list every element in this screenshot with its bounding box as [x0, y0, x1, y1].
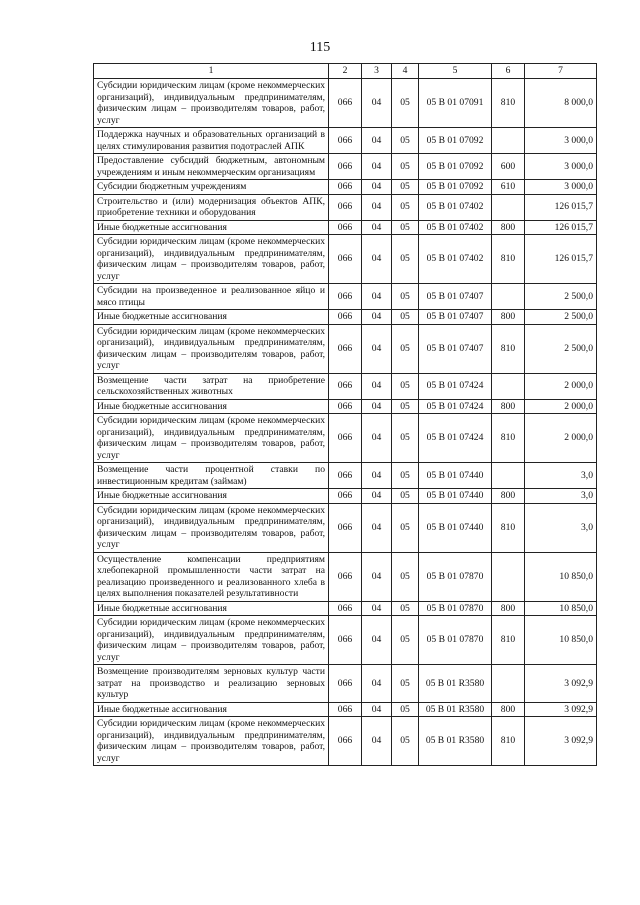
- row-target-article-cell: 05 В 01 07092: [419, 180, 492, 195]
- row-subsection-cell: 05: [392, 128, 419, 154]
- row-expense-type-cell: 810: [492, 324, 525, 373]
- row-section-cell: 04: [362, 235, 392, 284]
- table-row: [94, 180, 597, 195]
- row-name-cell: Субсидии бюджетным учреждениям: [94, 180, 329, 195]
- row-section-cell: 04: [362, 194, 392, 220]
- row-section-cell: 04: [362, 284, 392, 310]
- table-row: [94, 399, 597, 414]
- row-expense-type-cell: 810: [492, 503, 525, 552]
- table-row: [94, 489, 597, 504]
- row-section-cell: 04: [362, 373, 392, 399]
- row-amount-cell: 8 000,0: [525, 79, 597, 128]
- row-section-cell: 04: [362, 220, 392, 235]
- row-target-article-cell: 05 В 01 R3580: [419, 717, 492, 766]
- budget-table: [93, 63, 597, 766]
- row-target-article-cell: 05 В 01 07424: [419, 399, 492, 414]
- row-subsection-cell: 05: [392, 503, 419, 552]
- row-target-article-cell: 05 В 01 07407: [419, 310, 492, 325]
- row-name-cell: Субсидии юридическим лицам (кроме некоммерческих организаций), индивидуальным предпринимателям, физическим лицам – производителям товаров, работ, услуг: [94, 616, 329, 665]
- row-expense-type-cell: 810: [492, 414, 525, 463]
- row-name-cell: Субсидии юридическим лицам (кроме некоммерческих организаций), индивидуальным предпринимателям, физическим лицам – производителям товаров, работ, услуг: [94, 235, 329, 284]
- row-ministry-code-cell: 066: [329, 128, 362, 154]
- row-amount-cell: 10 850,0: [525, 552, 597, 601]
- row-target-article-cell: 05 В 01 07402: [419, 220, 492, 235]
- table-row: [94, 552, 597, 601]
- table-row: [94, 324, 597, 373]
- row-ministry-code-cell: 066: [329, 463, 362, 489]
- row-subsection-cell: 05: [392, 79, 419, 128]
- table-row: [94, 373, 597, 399]
- table-row: [94, 154, 597, 180]
- row-section-cell: 04: [362, 399, 392, 414]
- header-cell: 6: [492, 64, 525, 79]
- row-ministry-code-cell: 066: [329, 79, 362, 128]
- row-name-cell: Иные бюджетные ассигнования: [94, 399, 329, 414]
- header-cell: 3: [362, 64, 392, 79]
- row-subsection-cell: 05: [392, 399, 419, 414]
- row-ministry-code-cell: 066: [329, 284, 362, 310]
- row-expense-type-cell: 600: [492, 154, 525, 180]
- table-row: [94, 220, 597, 235]
- row-ministry-code-cell: 066: [329, 616, 362, 665]
- row-expense-type-cell: [492, 194, 525, 220]
- header-row: [94, 64, 597, 79]
- row-section-cell: 04: [362, 310, 392, 325]
- row-expense-type-cell: 610: [492, 180, 525, 195]
- row-section-cell: 04: [362, 128, 392, 154]
- row-target-article-cell: 05 В 01 07407: [419, 284, 492, 310]
- row-name-cell: Возмещение части процентной ставки по инвестиционным кредитам (займам): [94, 463, 329, 489]
- row-name-cell: Субсидии на произведенное и реализованное яйцо и мясо птицы: [94, 284, 329, 310]
- row-target-article-cell: 05 В 01 07440: [419, 463, 492, 489]
- row-expense-type-cell: 810: [492, 79, 525, 128]
- row-target-article-cell: 05 В 01 07870: [419, 552, 492, 601]
- row-section-cell: 04: [362, 154, 392, 180]
- header-cell: 1: [94, 64, 329, 79]
- row-expense-type-cell: [492, 665, 525, 703]
- table-row: [94, 284, 597, 310]
- row-amount-cell: 10 850,0: [525, 601, 597, 616]
- row-name-cell: Возмещение части затрат на приобретение сельскохозяйственных животных: [94, 373, 329, 399]
- row-section-cell: 04: [362, 717, 392, 766]
- table-row: [94, 717, 597, 766]
- row-ministry-code-cell: 066: [329, 399, 362, 414]
- row-subsection-cell: 05: [392, 284, 419, 310]
- header-cell: 5: [419, 64, 492, 79]
- row-expense-type-cell: 810: [492, 616, 525, 665]
- table-row: [94, 616, 597, 665]
- row-section-cell: 04: [362, 463, 392, 489]
- row-target-article-cell: 05 В 01 07870: [419, 601, 492, 616]
- table-row: [94, 665, 597, 703]
- row-amount-cell: 3 000,0: [525, 154, 597, 180]
- row-target-article-cell: 05 В 01 07092: [419, 128, 492, 154]
- row-ministry-code-cell: 066: [329, 552, 362, 601]
- row-ministry-code-cell: 066: [329, 194, 362, 220]
- table-row: [94, 503, 597, 552]
- row-section-cell: 04: [362, 180, 392, 195]
- row-target-article-cell: 05 В 01 07092: [419, 154, 492, 180]
- row-section-cell: 04: [362, 601, 392, 616]
- row-subsection-cell: 05: [392, 194, 419, 220]
- row-expense-type-cell: 800: [492, 601, 525, 616]
- row-amount-cell: 126 015,7: [525, 194, 597, 220]
- table-row: [94, 194, 597, 220]
- row-ministry-code-cell: 066: [329, 235, 362, 284]
- row-section-cell: 04: [362, 665, 392, 703]
- row-expense-type-cell: 800: [492, 220, 525, 235]
- row-section-cell: 04: [362, 489, 392, 504]
- row-amount-cell: 2 000,0: [525, 399, 597, 414]
- row-name-cell: Субсидии юридическим лицам (кроме некоммерческих организаций), индивидуальным предпринимателям, физическим лицам – производителям товаров, работ, услуг: [94, 79, 329, 128]
- row-ministry-code-cell: 066: [329, 324, 362, 373]
- header-cell: 7: [525, 64, 597, 79]
- row-target-article-cell: 05 В 01 07402: [419, 194, 492, 220]
- row-name-cell: Субсидии юридическим лицам (кроме некоммерческих организаций), индивидуальным предпринимателям, физическим лицам – производителям товаров, работ, услуг: [94, 503, 329, 552]
- row-name-cell: Поддержка научных и образовательных организаций в целях стимулирования развития подотраслей АПК: [94, 128, 329, 154]
- row-amount-cell: 3 000,0: [525, 128, 597, 154]
- row-subsection-cell: 05: [392, 154, 419, 180]
- row-section-cell: 04: [362, 414, 392, 463]
- row-expense-type-cell: 810: [492, 235, 525, 284]
- row-target-article-cell: 05 В 01 07440: [419, 489, 492, 504]
- header-cell: 4: [392, 64, 419, 79]
- row-name-cell: Иные бюджетные ассигнования: [94, 220, 329, 235]
- row-amount-cell: 3 092,9: [525, 702, 597, 717]
- row-subsection-cell: 05: [392, 373, 419, 399]
- table-row: [94, 235, 597, 284]
- row-amount-cell: 3,0: [525, 463, 597, 489]
- row-expense-type-cell: [492, 373, 525, 399]
- row-expense-type-cell: [492, 463, 525, 489]
- row-name-cell: Субсидии юридическим лицам (кроме некоммерческих организаций), индивидуальным предпринимателям, физическим лицам – производителям товаров, работ, услуг: [94, 324, 329, 373]
- row-amount-cell: 10 850,0: [525, 616, 597, 665]
- row-section-cell: 04: [362, 552, 392, 601]
- row-section-cell: 04: [362, 616, 392, 665]
- row-amount-cell: 2 500,0: [525, 310, 597, 325]
- row-ministry-code-cell: 066: [329, 220, 362, 235]
- row-name-cell: Возмещение производителям зерновых культур части затрат на производство и реализацию зерновых культур: [94, 665, 329, 703]
- row-section-cell: 04: [362, 702, 392, 717]
- row-ministry-code-cell: 066: [329, 702, 362, 717]
- row-target-article-cell: 05 В 01 R3580: [419, 702, 492, 717]
- row-amount-cell: 3,0: [525, 489, 597, 504]
- row-expense-type-cell: 800: [492, 310, 525, 325]
- row-subsection-cell: 05: [392, 601, 419, 616]
- table-row: [94, 310, 597, 325]
- table-row: [94, 463, 597, 489]
- row-amount-cell: 2 500,0: [525, 324, 597, 373]
- header-cell: 2: [329, 64, 362, 79]
- row-target-article-cell: 05 В 01 07424: [419, 373, 492, 399]
- page-number: 115: [309, 40, 331, 55]
- row-amount-cell: 2 000,0: [525, 373, 597, 399]
- row-subsection-cell: 05: [392, 180, 419, 195]
- row-expense-type-cell: [492, 284, 525, 310]
- row-ministry-code-cell: 066: [329, 503, 362, 552]
- row-amount-cell: 126 015,7: [525, 220, 597, 235]
- row-name-cell: Осуществление компенсации предприятиям хлебопекарной промышленности части затрат на реализацию произведенного и реализованного хлеба в целях выполнения показателей результативности: [94, 552, 329, 601]
- row-amount-cell: 3 092,9: [525, 665, 597, 703]
- row-name-cell: Иные бюджетные ассигнования: [94, 702, 329, 717]
- table-row: [94, 702, 597, 717]
- row-subsection-cell: 05: [392, 220, 419, 235]
- row-ministry-code-cell: 066: [329, 373, 362, 399]
- row-amount-cell: 2 500,0: [525, 284, 597, 310]
- row-name-cell: Иные бюджетные ассигнования: [94, 489, 329, 504]
- row-expense-type-cell: [492, 552, 525, 601]
- row-expense-type-cell: 800: [492, 489, 525, 504]
- row-name-cell: Субсидии юридическим лицам (кроме некоммерческих организаций), индивидуальным предпринимателям, физическим лицам – производителям товаров, работ, услуг: [94, 414, 329, 463]
- row-section-cell: 04: [362, 503, 392, 552]
- row-ministry-code-cell: 066: [329, 310, 362, 325]
- row-subsection-cell: 05: [392, 235, 419, 284]
- row-ministry-code-cell: 066: [329, 717, 362, 766]
- row-target-article-cell: 05 В 01 07870: [419, 616, 492, 665]
- row-subsection-cell: 05: [392, 324, 419, 373]
- row-amount-cell: 126 015,7: [525, 235, 597, 284]
- table-row: [94, 79, 597, 128]
- row-subsection-cell: 05: [392, 414, 419, 463]
- row-amount-cell: 3 000,0: [525, 180, 597, 195]
- row-subsection-cell: 05: [392, 702, 419, 717]
- table-row: [94, 128, 597, 154]
- table-row: [94, 414, 597, 463]
- row-ministry-code-cell: 066: [329, 154, 362, 180]
- row-target-article-cell: 05 В 01 07402: [419, 235, 492, 284]
- row-target-article-cell: 05 В 01 07407: [419, 324, 492, 373]
- row-name-cell: Строительство и (или) модернизация объектов АПК, приобретение техники и оборудования: [94, 194, 329, 220]
- row-target-article-cell: 05 В 01 R3580: [419, 665, 492, 703]
- row-amount-cell: 3,0: [525, 503, 597, 552]
- row-ministry-code-cell: 066: [329, 601, 362, 616]
- row-ministry-code-cell: 066: [329, 489, 362, 504]
- row-target-article-cell: 05 В 01 07091: [419, 79, 492, 128]
- row-target-article-cell: 05 В 01 07424: [419, 414, 492, 463]
- row-name-cell: Иные бюджетные ассигнования: [94, 310, 329, 325]
- row-amount-cell: 3 092,9: [525, 717, 597, 766]
- row-expense-type-cell: 810: [492, 717, 525, 766]
- row-expense-type-cell: 800: [492, 702, 525, 717]
- row-name-cell: Предоставление субсидий бюджетным, автономным учреждениям и иным некоммерческим организациям: [94, 154, 329, 180]
- row-ministry-code-cell: 066: [329, 665, 362, 703]
- row-section-cell: 04: [362, 324, 392, 373]
- row-name-cell: Иные бюджетные ассигнования: [94, 601, 329, 616]
- row-target-article-cell: 05 В 01 07440: [419, 503, 492, 552]
- row-amount-cell: 2 000,0: [525, 414, 597, 463]
- row-section-cell: 04: [362, 79, 392, 128]
- table-row: [94, 601, 597, 616]
- row-name-cell: Субсидии юридическим лицам (кроме некоммерческих организаций), индивидуальным предпринимателям, физическим лицам – производителям товаров, работ, услуг: [94, 717, 329, 766]
- row-expense-type-cell: 800: [492, 399, 525, 414]
- row-subsection-cell: 05: [392, 463, 419, 489]
- row-expense-type-cell: [492, 128, 525, 154]
- row-ministry-code-cell: 066: [329, 180, 362, 195]
- row-subsection-cell: 05: [392, 552, 419, 601]
- row-subsection-cell: 05: [392, 310, 419, 325]
- row-subsection-cell: 05: [392, 616, 419, 665]
- row-subsection-cell: 05: [392, 717, 419, 766]
- row-subsection-cell: 05: [392, 665, 419, 703]
- row-ministry-code-cell: 066: [329, 414, 362, 463]
- row-subsection-cell: 05: [392, 489, 419, 504]
